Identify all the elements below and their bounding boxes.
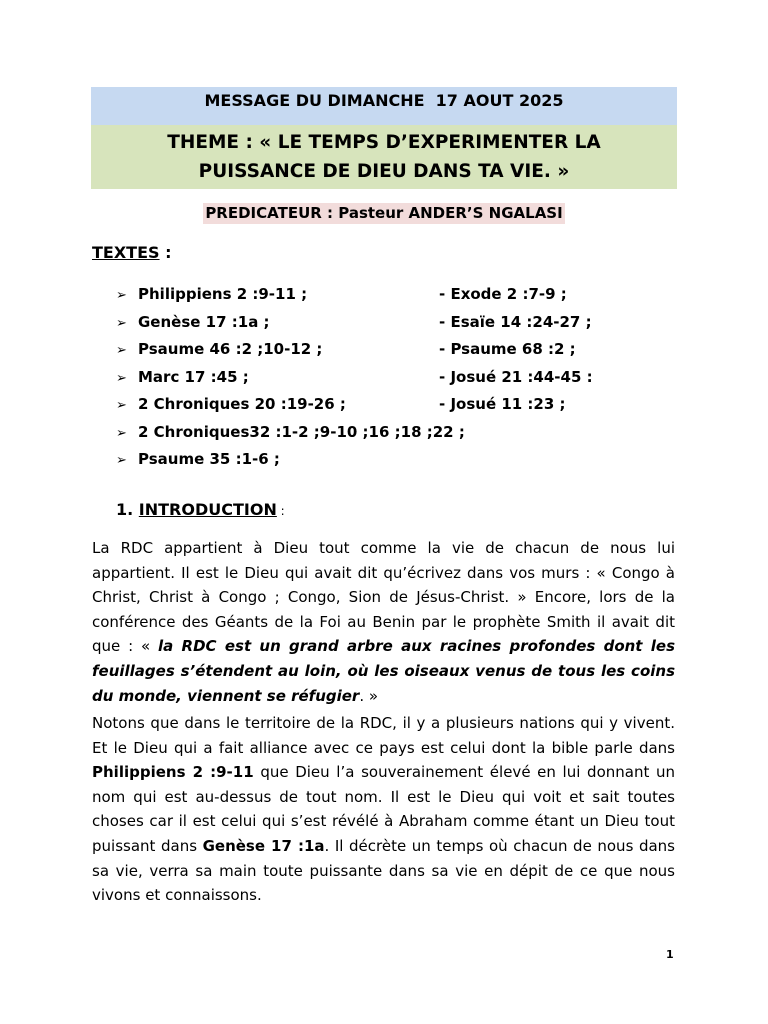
list-item	[116, 446, 465, 474]
theme-line-1: THEME : « LE TEMPS D’EXPERIMENTER LA	[167, 132, 601, 153]
texts-heading	[92, 243, 172, 262]
arrow-bullet-icon: ➢	[116, 288, 127, 303]
list-item	[116, 309, 592, 337]
list-item	[116, 391, 566, 419]
paragraph-text: . Il décrète un temps où chacun de nous dans sa vie, verra sa main toute puissante dans sa vie en dépit de ce que nous vivons et connaissons.	[92, 836, 675, 905]
theme-banner	[91, 125, 677, 189]
theme-line-2: PUISSANCE DE DIEU DANS TA VIE. »	[198, 161, 570, 182]
reference-right: - Psaume 68 :2 ;	[439, 340, 576, 358]
texts-heading-label: TEXTES	[92, 243, 160, 262]
page-number: 1	[666, 948, 674, 961]
texts-heading-colon: :	[159, 243, 172, 262]
reference-right: - Josué 21 :44-45 :	[439, 367, 593, 386]
reference-left: Marc 17 :45 ;	[138, 367, 249, 386]
arrow-bullet-icon: ➢	[116, 370, 127, 386]
prophecy-quote: la RDC est un grand arbre aux racines profondes dont les feuillages s’étendent au loin, où les oiseaux venus de tous les coins du monde, viennent se réfugier	[92, 637, 676, 705]
section-number: 1.	[116, 500, 134, 519]
scripture-reference: Genèse 17 :1a	[202, 836, 325, 855]
scripture-reference: Philippiens 2 :9-11	[92, 763, 254, 782]
paragraph-text: que Dieu l’a souverainement élevé en lui donnant un nom qui est au-dessus de tout nom. Il est le Dieu qui voit et sait toutes choses car il est celui qui s’est révélé à Abraham comme étant un Dieu tout puissant dans	[92, 763, 675, 855]
arrow-bullet-icon: ➢	[116, 425, 127, 441]
reference-left: 2 Chroniques 20 :19-26 ;	[138, 395, 346, 413]
preacher-row	[0, 203, 768, 224]
list-item	[116, 281, 567, 309]
section-heading-introduction	[116, 500, 285, 519]
intro-paragraph-1	[92, 536, 675, 708]
reference-right: - Josué 11 :23 ;	[439, 395, 566, 413]
list-item	[116, 419, 465, 447]
arrow-bullet-icon: ➢	[116, 315, 127, 331]
reference-left: Psaume 35 :1-6 ;	[138, 450, 280, 468]
reference-left: Psaume 46 :2 ;10-12 ;	[138, 340, 323, 358]
list-item	[116, 364, 593, 392]
reference-left: 2 Chroniques32 :1-2 ;9-10 ;16 ;18 ;22 ;	[138, 422, 465, 441]
intro-paragraph-2	[92, 711, 675, 908]
arrow-bullet-icon: ➢	[116, 453, 127, 468]
list-item	[116, 336, 576, 364]
message-title: MESSAGE DU DIMANCHE 17 AOUT 2025	[204, 91, 564, 110]
paragraph-text: La RDC appartient à Dieu tout comme la vie de chacun de nous lui appartient. Il est le Dieu qui avait dit qu’écrivez dans vos murs : « Congo à Christ, Christ à Congo ; Congo, Sion de Jésus-Christ. » Encore, lors de la conférence des Géants de la Foi au Benin par le prophète Smith il avait dit que : «	[92, 539, 675, 656]
paragraph-text-end: . »	[359, 686, 379, 705]
scripture-list	[116, 281, 593, 474]
section-title: INTRODUCTION	[138, 500, 277, 519]
reference-left: Genèse 17 :1a ;	[138, 312, 270, 331]
date-banner	[91, 87, 677, 125]
arrow-bullet-icon: ➢	[116, 343, 127, 358]
reference-left: Philippiens 2 :9-11 ;	[138, 285, 308, 303]
arrow-bullet-icon: ➢	[116, 398, 127, 413]
paragraph-text: Notons que dans le territoire de la RDC, il y a plusieurs nations qui y vivent. Et le Dieu qui a fait alliance avec ce pays est celui dont la bible parle dans	[92, 714, 675, 757]
preacher-label: PREDICATEUR : Pasteur ANDER’S NGALASI	[205, 204, 563, 222]
section-colon: :	[276, 504, 285, 518]
reference-right: - Exode 2 :7-9 ;	[439, 285, 567, 303]
reference-right: - Esaïe 14 :24-27 ;	[439, 312, 592, 331]
